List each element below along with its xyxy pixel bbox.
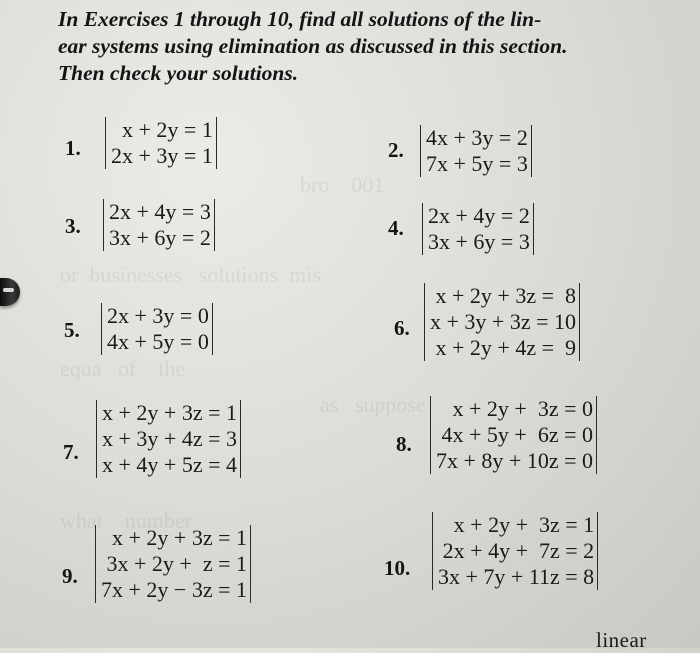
exercise-6-number: 6. bbox=[394, 316, 410, 340]
exercise-2-equation-2: 7x + 5y = 3 bbox=[426, 151, 528, 176]
exercise-7-equation-2: x + 3y + 4z = 3 bbox=[102, 426, 237, 451]
exercise-2-system bbox=[420, 125, 532, 177]
cut-off-footer-text: linear bbox=[596, 628, 647, 652]
exercise-10-number: 10. bbox=[384, 556, 411, 580]
exercise-9-equation-2: 3x + 2y + z = 1 bbox=[106, 551, 247, 576]
instructions-line-2: ear systems using elimination as discussed in this section. bbox=[58, 34, 568, 58]
exercise-1-system bbox=[105, 117, 217, 169]
exercise-4-number: 4. bbox=[388, 216, 404, 240]
exercise-6-equation-3: x + 2y + 4z = 9 bbox=[435, 335, 576, 360]
exercise-3-system bbox=[103, 199, 215, 251]
exercise-8-system bbox=[430, 396, 597, 474]
exercise-1-equation-1: x + 2y = 1 bbox=[122, 117, 213, 142]
exercise-4-equation-1: 2x + 4y = 2 bbox=[428, 203, 530, 228]
exercise-5-system bbox=[101, 303, 213, 355]
exercise-9-equation-1: x + 2y + 3z = 1 bbox=[112, 525, 247, 550]
exercise-5-equation-2: 4x + 5y = 0 bbox=[107, 329, 209, 354]
exercise-instructions bbox=[58, 6, 678, 87]
exercise-3-number: 3. bbox=[65, 214, 81, 238]
exercise-9-number: 9. bbox=[62, 564, 78, 588]
exercise-7-number: 7. bbox=[63, 440, 79, 464]
instructions-line-1: In Exercises 1 through 10, find all solutions of the lin- bbox=[58, 7, 542, 31]
exercise-6-equation-1: x + 2y + 3z = 8 bbox=[435, 283, 576, 308]
exercise-1-equation-2: 2x + 3y = 1 bbox=[111, 143, 213, 168]
exercise-2-number: 2. bbox=[388, 138, 404, 162]
binder-clip bbox=[0, 278, 20, 306]
exercise-10-system bbox=[432, 512, 598, 590]
exercise-1-number: 1. bbox=[65, 136, 81, 160]
exercise-3-equation-1: 2x + 4y = 3 bbox=[109, 199, 211, 224]
exercise-7-system bbox=[96, 400, 241, 478]
exercise-10-equation-3: 3x + 7y + 11z = 8 bbox=[438, 564, 595, 589]
exercise-10-equation-2: 2x + 4y + 7z = 2 bbox=[442, 538, 595, 563]
instructions-line-3: Then check your solutions. bbox=[58, 61, 299, 85]
exercise-9-system bbox=[95, 525, 251, 603]
exercise-8-equation-1: x + 2y + 3z = 0 bbox=[452, 396, 593, 421]
exercise-3-equation-2: 3x + 6y = 2 bbox=[109, 225, 211, 250]
exercise-10-equation-1: x + 2y + 3z = 1 bbox=[453, 512, 595, 537]
exercise-7-equation-1: x + 2y + 3z = 1 bbox=[102, 400, 237, 425]
exercise-8-equation-3: 7x + 8y + 10z = 0 bbox=[436, 448, 593, 473]
exercise-4-system bbox=[422, 203, 534, 255]
exercise-2-equation-1: 4x + 3y = 2 bbox=[426, 125, 528, 150]
exercise-6-system bbox=[424, 283, 580, 361]
exercise-5-number: 5. bbox=[64, 318, 80, 342]
exercise-5-equation-1: 2x + 3y = 0 bbox=[107, 303, 209, 328]
exercise-9-equation-3: 7x + 2y − 3z = 1 bbox=[101, 577, 247, 602]
exercise-8-equation-2: 4x + 5y + 6z = 0 bbox=[441, 422, 593, 447]
exercise-4-equation-2: 3x + 6y = 3 bbox=[428, 229, 530, 254]
exercise-7-equation-3: x + 4y + 5z = 4 bbox=[102, 452, 237, 477]
exercise-6-equation-2: x + 3y + 3z = 10 bbox=[430, 309, 576, 334]
exercise-8-number: 8. bbox=[396, 432, 412, 456]
